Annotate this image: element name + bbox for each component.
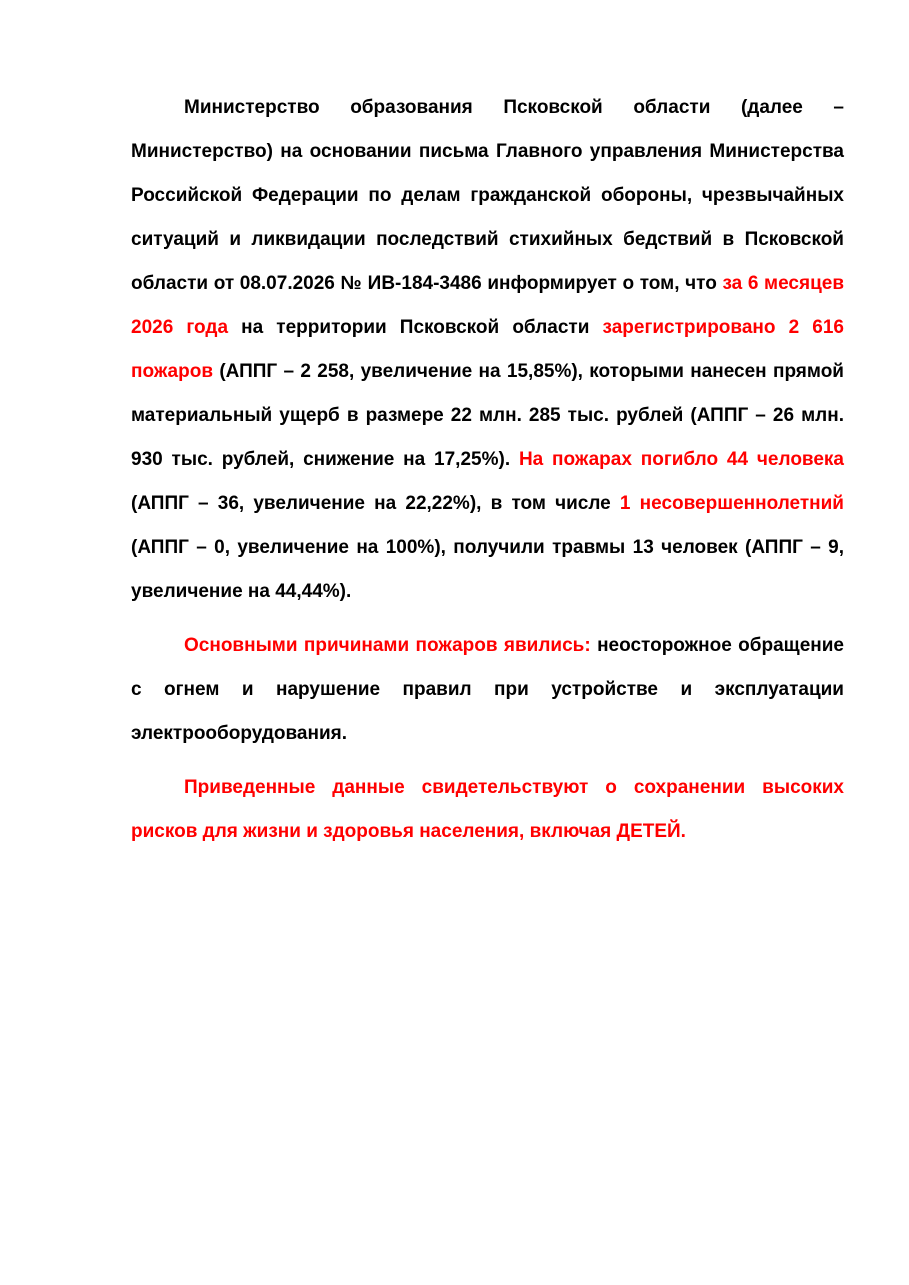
paragraph-conclusion — [131, 766, 844, 854]
highlighted-deaths: На пожарах погибло 44 человека — [518, 449, 844, 470]
highlighted-minors: 1 несовершеннолетний — [619, 493, 844, 514]
highlighted-causes-heading: Основными причинами пожаров явились: — [184, 635, 591, 656]
highlighted-fires-count: зарегистрировано 2 616 пожаров — [131, 317, 844, 382]
document-page — [131, 86, 844, 854]
text-segment: на территории Псковской области — [228, 317, 603, 338]
text-segment: (АППГ – 36, увеличение на 22,22%), в том числе — [131, 493, 620, 514]
text-segment: Министерство образования Псковской области (далее – Министерство) на основании письма Главного управления Министерства Российской Федерации по делам гражданской обороны, чрезвычайных ситуаций и ликвидации последствий стихийных бедствий в Псковской области от 08.07.2026 № ИВ-184-3486 информирует о том, что — [131, 97, 844, 294]
text-segment: (АППГ – 2 258, увеличение на 15,85%), которыми нанесен прямой материальный ущерб в размере 22 млн. 285 тыс. рублей (АППГ – 26 млн. 930 тыс. рублей, снижение на 17,25%). — [131, 361, 844, 470]
paragraph-fire-causes — [131, 624, 844, 756]
text-segment: (АППГ – 0, увеличение на 100%), получили травмы 13 человек (АППГ – 9, увеличение на 44,44%). — [131, 537, 844, 602]
paragraph-fire-statistics — [131, 86, 844, 614]
highlighted-conclusion: Приведенные данные свидетельствуют о сохранении высоких рисков для жизни и здоровья населения, включая ДЕТЕЙ. — [131, 777, 844, 842]
text-segment: неосторожное обращение с огнем и нарушение правил при устройстве и эксплуатации электрооборудования. — [131, 635, 844, 744]
highlighted-period: за 6 месяцев 2026 года — [131, 273, 844, 338]
